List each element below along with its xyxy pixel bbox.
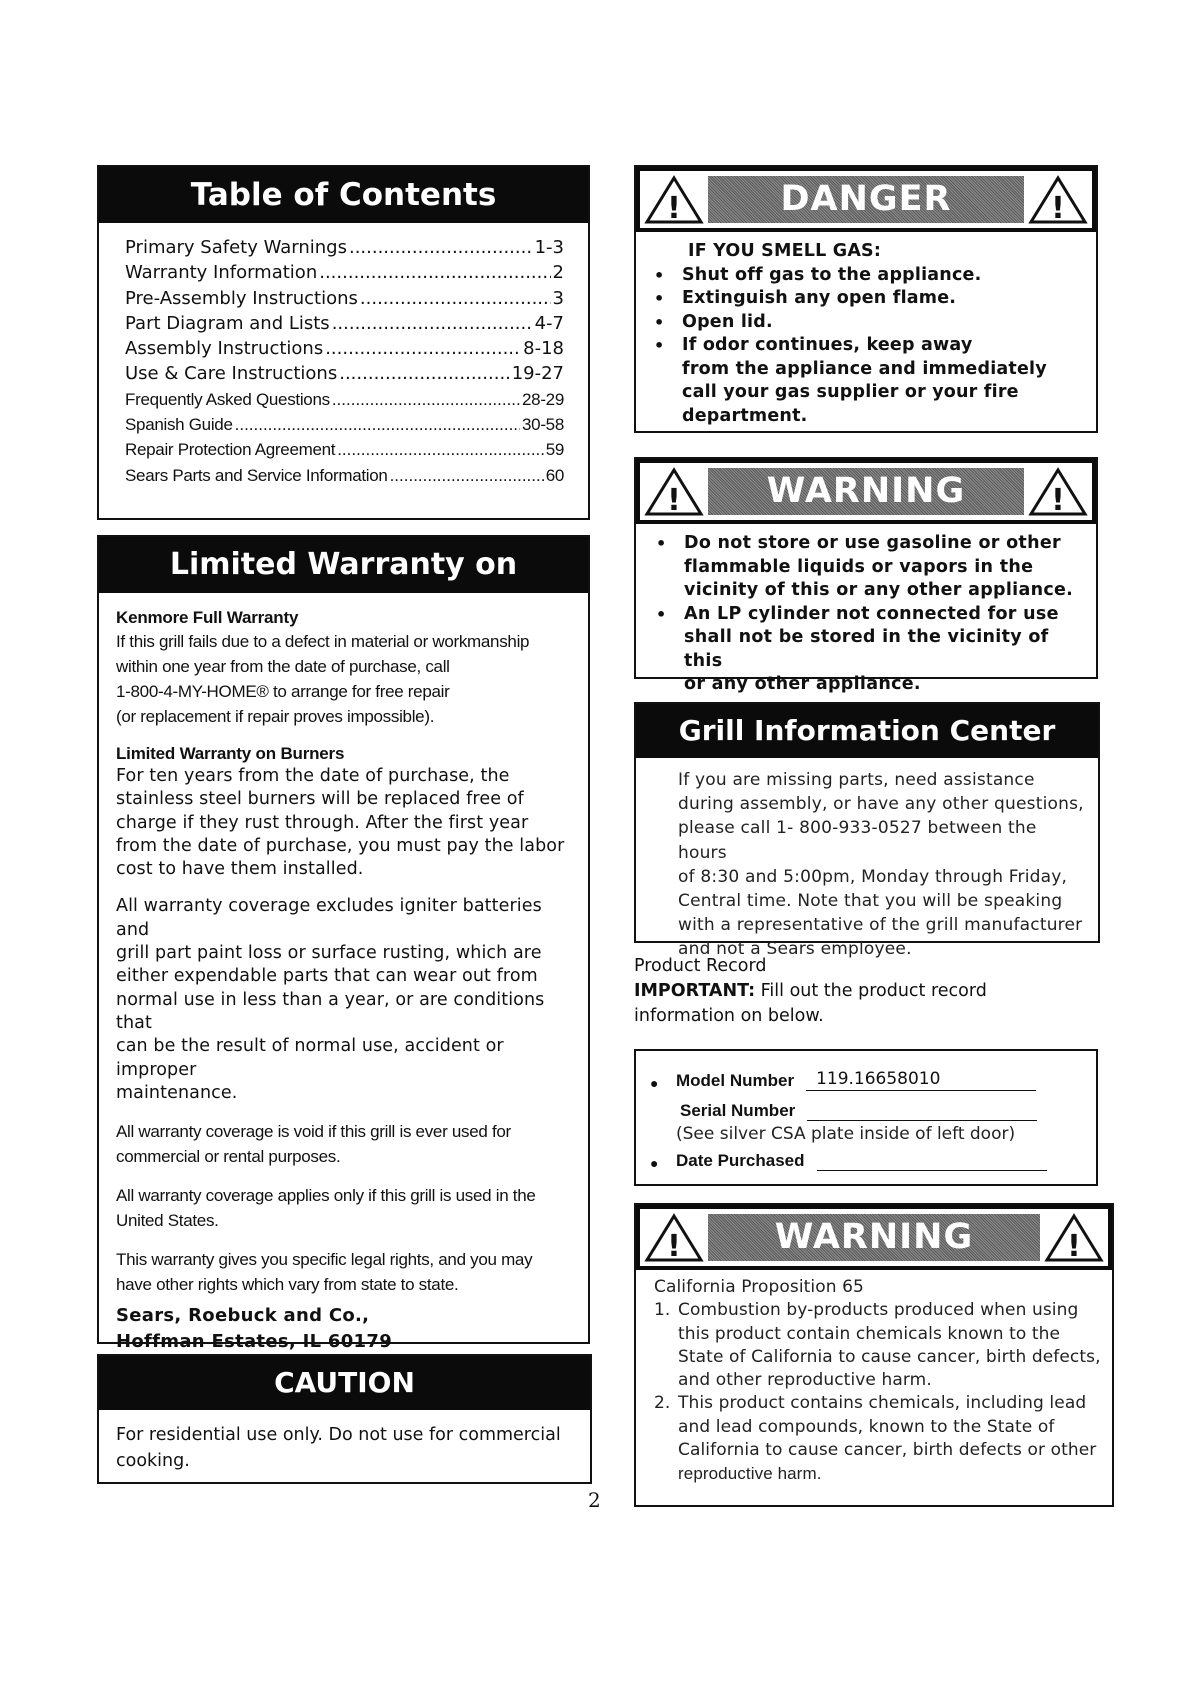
danger-heading: IF YOU SMELL GAS:	[688, 241, 882, 261]
toc-entry: Frequently Asked Questions ..... 28-29	[125, 387, 564, 412]
warning-triangle-icon	[1044, 1213, 1104, 1263]
danger-signal-word: DANGER	[708, 176, 1024, 223]
danger-item-continuation: from the appliance and immediately call your gas supplier or your fire department.	[682, 358, 1047, 426]
warranty-title: Limited Warranty on Burners	[99, 537, 588, 593]
toc-title: Table of Contents	[99, 167, 588, 223]
date-purchased-row: ● Date Purchased	[650, 1147, 1096, 1171]
full-warranty-heading: Kenmore Full Warranty	[116, 608, 299, 627]
limited-warranty-heading: Limited Warranty on Burners	[116, 744, 345, 763]
toc-entry: Use & Care Instructions ..... 19-27	[125, 361, 564, 386]
svg-text:!: !	[667, 1229, 681, 1263]
warning-item: • An LP cylinder not connected for use shall not be stored in the vicinity of this or any other appliance.	[654, 603, 1086, 697]
full-warranty-text: If this grill fails due to a defect in material or workmanship within one year from the date of purchase, call 1-800-4-MY-HOME® to arrange for free repair (or replacement if repair proves impossible).	[116, 632, 530, 726]
svg-text:!: !	[667, 483, 681, 517]
danger-item: • Extinguish any open flame.	[652, 287, 1086, 311]
legal-rights-text: This warranty gives you specific legal rights, and you may have other rights which vary from state to state.	[116, 1250, 533, 1295]
warning-triangle-icon	[644, 1213, 704, 1263]
us-only-text: All warranty coverage applies only if this grill is used in the United States.	[116, 1186, 536, 1231]
svg-text:!: !	[1051, 191, 1065, 225]
exclusions-text: All warranty coverage excludes igniter batteries and grill part paint loss or surface rusting, which are either expendable parts that can wear out from normal use in less than a year, or are conditions that can be the result of normal use, accident or improper maintenance.	[116, 896, 545, 1103]
company-name: Sears, Roebuck and Co.,	[116, 1305, 370, 1327]
product-record-instruction: IMPORTANT: Fill out the product record	[634, 981, 987, 1001]
grill-info-center	[634, 702, 1100, 960]
serial-number-row	[650, 1091, 1096, 1121]
svg-text:!: !	[667, 191, 681, 225]
warning-signal-word: WARNING	[708, 468, 1024, 515]
gic-text: If you are missing parts, need assistance during assembly, or have any other questions, please call 1- 800-933-0527 between the hours of 8:30 and 5:00pm, Monday through Friday, Central time. Note that you will be speaking with a representative of the grill manufacturer and not a Sears employee.	[678, 770, 1084, 960]
table-of-contents	[97, 165, 590, 520]
model-number-field: 119.16658010	[806, 1068, 1036, 1091]
warning-triangle-icon	[1028, 175, 1088, 225]
serial-number-label: Serial Number	[680, 1101, 796, 1120]
toc-entry: Repair Protection Agreement ..... 59	[125, 437, 564, 462]
toc-entry: Primary Safety Warnings ..... 1-3	[125, 235, 564, 260]
warning-item: • Do not store or use gasoline or other flammable liquids or vapors in the vicinity of this or any other appliance.	[654, 532, 1086, 603]
product-record-title: Product Record	[634, 956, 767, 976]
model-number-row: ● Model Number 119.16658010	[650, 1061, 1096, 1091]
serial-number-note: (See silver CSA plate inside of left door)	[676, 1124, 1016, 1144]
date-purchased-field	[817, 1170, 1047, 1171]
product-record	[634, 954, 1104, 1029]
company-address: Hoffman Estates, IL 60179	[116, 1331, 393, 1353]
prop65-item: 2. This product contains chemicals, including lead and lead compounds, known to the State of California to cause cancer, birth defects or other reproductive harm.	[654, 1393, 1097, 1484]
page-number: 2	[588, 1488, 601, 1512]
toc-entry: Spanish Guide ..... 30-58	[125, 412, 564, 437]
product-record-form	[634, 1049, 1098, 1186]
toc-entry: Assembly Instructions ..... 8-18	[125, 336, 564, 361]
model-number-label: Model Number	[676, 1071, 795, 1090]
danger-item: • Shut off gas to the appliance.	[652, 264, 1086, 288]
caution-text: For residential use only. Do not use for commercial cooking.	[116, 1425, 561, 1471]
limited-warranty-text: For ten years from the date of purchase, the stainless steel burners will be replaced free of charge if they rust through. After the first year from the date of purchase, you must pay the labor cost to have them installed.	[116, 766, 565, 880]
product-record-instruction-cont: information on below.	[634, 1006, 824, 1026]
warning-box-flammables	[634, 457, 1098, 694]
caution-section	[97, 1354, 592, 1484]
warning-box-prop65	[634, 1203, 1114, 1507]
warning-banner	[636, 459, 1096, 524]
date-purchased-label: Date Purchased	[676, 1151, 805, 1170]
warning-banner	[636, 1205, 1112, 1270]
warranty-section	[97, 535, 590, 1353]
prop65-heading: California Proposition 65	[654, 1277, 864, 1297]
danger-item: • If odor continues, keep away	[652, 334, 1086, 358]
warning-triangle-icon	[644, 467, 704, 517]
toc-entry: Pre-Assembly Instructions ..... 3	[125, 286, 564, 311]
toc-entry: Part Diagram and Lists ..... 4-7	[125, 311, 564, 336]
svg-text:!: !	[1051, 483, 1065, 517]
caution-title: CAUTION	[99, 1356, 590, 1410]
warning-triangle-icon	[644, 175, 704, 225]
prop65-item: 1. Combustion by-products produced when using this product contain chemicals known to the State of California to cause cancer, birth defects, and other reproductive harm.	[654, 1300, 1101, 1391]
warning-signal-word: WARNING	[708, 1214, 1040, 1261]
toc-entry: Warranty Information ..... 2	[125, 260, 564, 285]
gic-title: Grill Information Center	[636, 704, 1098, 758]
svg-text:!: !	[1067, 1229, 1081, 1263]
danger-box	[634, 165, 1098, 433]
toc-entry: Sears Parts and Service Information ..... 60	[125, 463, 564, 488]
danger-banner	[636, 167, 1096, 232]
void-text: All warranty coverage is void if this grill is ever used for commercial or rental purposes.	[116, 1122, 511, 1167]
danger-item: • Open lid.	[652, 311, 1086, 335]
warning-triangle-icon	[1028, 467, 1088, 517]
